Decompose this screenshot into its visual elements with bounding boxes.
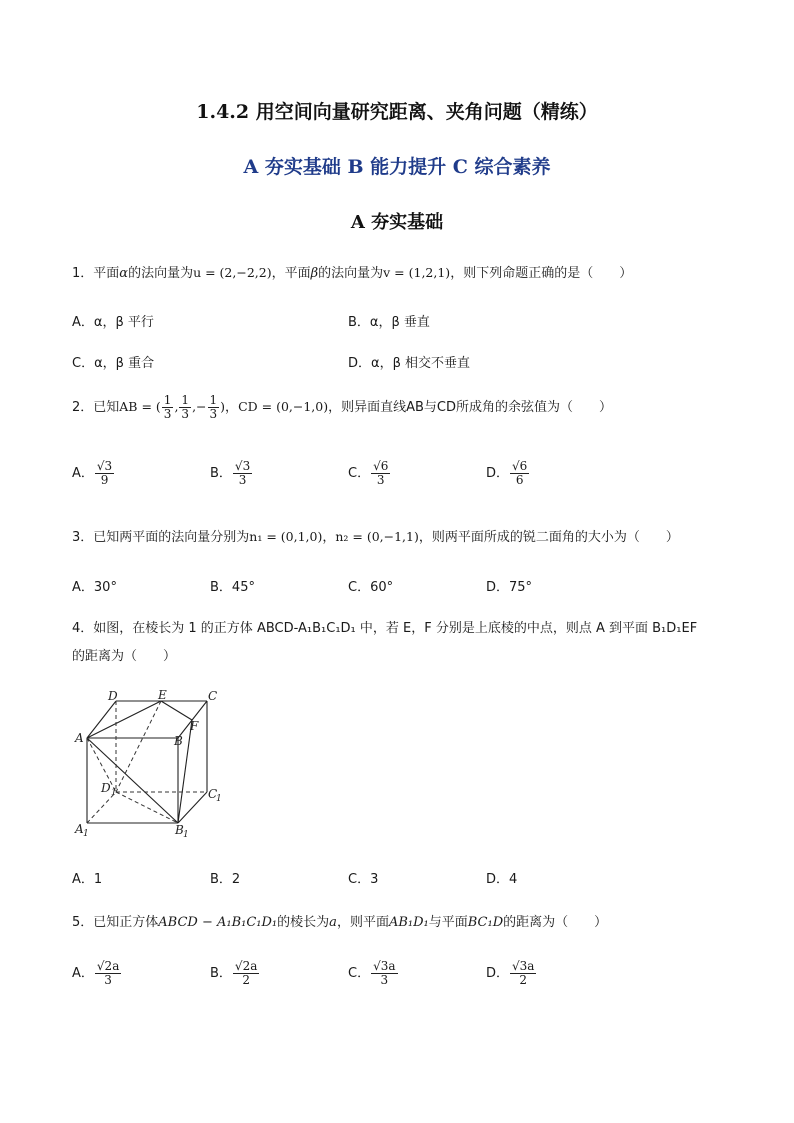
q1-option-c[interactable]: C．α，β 重合: [72, 356, 155, 371]
q5-option-d[interactable]: D． $\frac{√3a}{2}$: [486, 959, 535, 987]
question-4-stem-line1: 4．如图，在棱长为 1 的正方体 ABCD-A₁B₁C₁D₁ 中，若 E，F 分别是上底棱的中点，则点 A 到平面 B₁D₁EF: [72, 621, 698, 636]
q4-option-b[interactable]: B．2: [210, 872, 241, 887]
q3-option-c[interactable]: C．60°: [348, 580, 394, 595]
q1-option-d[interactable]: D．α，β 相交不垂直: [348, 356, 471, 371]
question-2-stem: 2．已知AB = ( $\frac{1}{3}$ , $\frac{1}{3}$ ,− $\frac{1}{3}$ )，CD = (0,−1,0)，则异面直线AB与CD所成角的余弦值为（ ）: [72, 393, 613, 421]
label-a1: A: [75, 822, 84, 836]
label-c1: C: [208, 787, 218, 801]
q5-option-c[interactable]: C． $\frac{√3a}{3}$: [348, 959, 396, 987]
question-4-stem-line2: 的距离为（ ）: [72, 649, 177, 664]
vector-ab: AB = (: [119, 399, 161, 414]
vector-v: v = (1,2,1): [383, 265, 451, 280]
q5-option-a[interactable]: A． $\frac{√2a}{3}$: [72, 959, 120, 987]
question-1-stem: 1．平面α的法向量为u = (2,−2,2)，平面β的法向量为v = (1,2,1)，则下列命题正确的是（ ）: [72, 265, 633, 281]
page-subtitle: A 夯实基础 B 能力提升 C 综合素养: [243, 156, 551, 178]
label-b: B: [174, 734, 183, 748]
label-e: E: [158, 690, 167, 702]
segment-ed1: [116, 701, 161, 792]
svg-text:1: 1: [83, 829, 89, 839]
edge-ad: [87, 701, 116, 738]
label-d: D: [108, 690, 118, 703]
q5-option-b[interactable]: B． $\frac{√2a}{2}$: [210, 959, 258, 987]
q2-option-c[interactable]: C． $\frac{√6}{3}$: [348, 459, 389, 487]
svg-text:1: 1: [216, 794, 222, 804]
vector-n2: n₂ = (0,−1,1): [335, 529, 419, 544]
label-d1: D: [101, 781, 111, 795]
section-heading: A 夯实基础: [350, 212, 444, 233]
label-f: F: [190, 719, 199, 733]
q2-option-a[interactable]: A． $\frac{√3}{9}$: [72, 459, 113, 487]
q4-option-c[interactable]: C．3: [348, 872, 379, 887]
page-title: 1.4.2 用空间向量研究距离、夹角问题（精练）: [196, 101, 598, 123]
segment-ae: [87, 701, 161, 738]
segment-ef: [161, 701, 192, 720]
q4-option-d[interactable]: D．4: [486, 872, 518, 887]
q1-option-a[interactable]: A．α，β 平行: [72, 315, 154, 330]
svg-text:1: 1: [111, 788, 117, 798]
label-a: A: [75, 731, 84, 745]
q4-option-a[interactable]: A．1: [72, 872, 103, 887]
label-b1: B: [175, 823, 184, 837]
edge-b1c1: [178, 792, 207, 823]
q3-option-b[interactable]: B．45°: [210, 580, 255, 595]
label-c: C: [208, 690, 218, 703]
cube-figure: [70, 690, 240, 840]
q3-option-a[interactable]: A．30°: [72, 580, 117, 595]
q2-option-b[interactable]: B． $\frac{√3}{3}$: [210, 459, 251, 487]
svg-text:1: 1: [183, 830, 189, 840]
vector-u: u = (2,−2,2): [193, 265, 272, 280]
vector-n1: n₁ = (0,1,0): [249, 529, 323, 544]
segment-d1b1: [116, 792, 178, 823]
q3-option-d[interactable]: D．75°: [486, 580, 533, 595]
q2-option-d[interactable]: D． $\frac{√6}{6}$: [486, 459, 528, 487]
question-3-stem: 3．已知两平面的法向量分别为n₁ = (0,1,0)，n₂ = (0,−1,1)，则两平面所成的锐二面角的大小为（ ）: [72, 529, 679, 545]
q1-option-b[interactable]: B．α，β 垂直: [348, 315, 430, 330]
question-5-stem: 5．已知正方体ABCD − A₁B₁C₁D₁的棱长为a，则平面AB₁D₁与平面BC₁D的距离为（ ）: [72, 915, 608, 930]
vector-cd: CD = (0,−1,0): [238, 399, 329, 414]
